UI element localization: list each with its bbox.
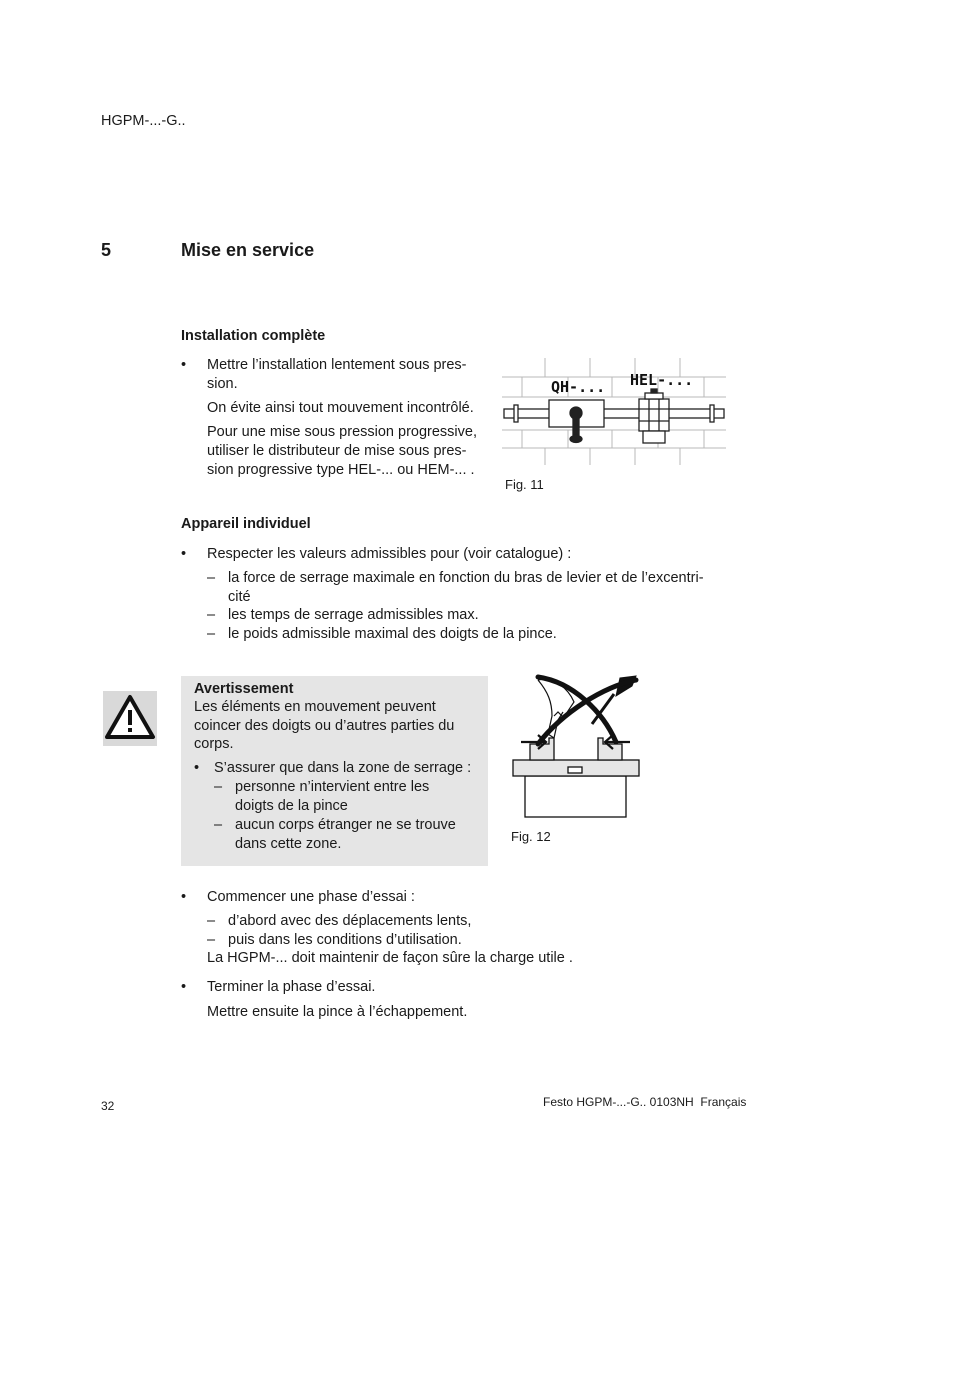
bullet-symbol: •: [181, 357, 187, 373]
installation-bullet-line2: sion.: [207, 376, 238, 392]
appareil-dash2: les temps de serrage admissibles max.: [228, 607, 479, 623]
bullet-symbol: •: [194, 760, 200, 776]
dash-symbol: –: [214, 779, 223, 795]
warning-icon: [103, 691, 157, 746]
bullet-symbol: •: [181, 979, 187, 995]
installation-paragraph-2-line3: sion progressive type HEL-... ou HEM-... .: [207, 462, 475, 478]
fig12-gripper-diagram: [508, 672, 644, 822]
essai-dash2: puis dans les conditions d’utilisation.: [228, 932, 462, 948]
warning-dash1-line2: doigts de la pince: [235, 798, 348, 814]
essai-dash1: d’abord avec des déplacements lents,: [228, 913, 472, 929]
warning-bullet: S’assurer que dans la zone de serrage :: [214, 760, 472, 776]
essai-bullet2: Terminer la phase d’essai.: [207, 979, 376, 995]
essai-note: La HGPM-... doit maintenir de façon sûre la charge utile .: [207, 950, 573, 966]
warning-dash1-line1: personne n’intervient entre les: [235, 779, 430, 795]
section-number: 5: [101, 240, 112, 260]
fig11-qh-label: QH-...: [551, 378, 606, 396]
warning-dash2-line2: dans cette zone.: [235, 836, 342, 852]
warning-line1: Les éléments en mouvement peuvent: [194, 699, 436, 715]
page-number: 32: [101, 1099, 115, 1113]
warning-title: Avertissement: [194, 681, 294, 697]
fig11-hel-label: HEL-...: [630, 371, 694, 389]
dash-symbol: –: [214, 817, 223, 833]
dash-symbol: –: [207, 570, 216, 586]
fig11-caption: Fig. 11: [505, 477, 544, 492]
bullet-symbol: •: [181, 546, 187, 562]
essai-final-paragraph: Mettre ensuite la pince à l’échappement.: [207, 1004, 468, 1020]
fig11-valve-diagram: [500, 355, 728, 470]
appareil-bullet: Respecter les valeurs admissibles pour (voir catalogue) :: [207, 546, 572, 562]
appareil-dash1-line2: cité: [228, 589, 251, 605]
footer-document-id: Festo HGPM-...-G.. 0103NH Français: [543, 1095, 747, 1109]
warning-dash2-line1: aucun corps étranger ne se trouve: [235, 817, 456, 833]
bullet-symbol: •: [181, 889, 187, 905]
installation-paragraph-2-line2: utiliser le distributeur de mise sous pres-: [207, 443, 467, 459]
installation-heading: Installation complète: [181, 328, 326, 344]
warning-line2: coincer des doigts ou d’autres parties du: [194, 718, 455, 734]
installation-paragraph-2-line1: Pour une mise sous pression progressive,: [207, 424, 477, 440]
section-title: Mise en service: [181, 240, 315, 260]
dash-symbol: –: [207, 913, 216, 929]
dash-symbol: –: [207, 932, 216, 948]
fig12-caption: Fig. 12: [511, 829, 551, 844]
essai-bullet1: Commencer une phase d’essai :: [207, 889, 415, 905]
running-header: HGPM-...-G..: [101, 113, 186, 129]
appareil-heading: Appareil individuel: [181, 516, 311, 532]
warning-line3: corps.: [194, 736, 234, 752]
installation-bullet-line1: Mettre l’installation lentement sous pres-: [207, 357, 467, 373]
appareil-dash3: le poids admissible maximal des doigts de la pince.: [228, 626, 557, 642]
appareil-dash1-line1: la force de serrage maximale en fonction du bras de levier et de l’excentri-: [228, 570, 704, 586]
dash-symbol: –: [207, 607, 216, 623]
installation-paragraph-1: On évite ainsi tout mouvement incontrôlé.: [207, 400, 474, 416]
dash-symbol: –: [207, 626, 216, 642]
